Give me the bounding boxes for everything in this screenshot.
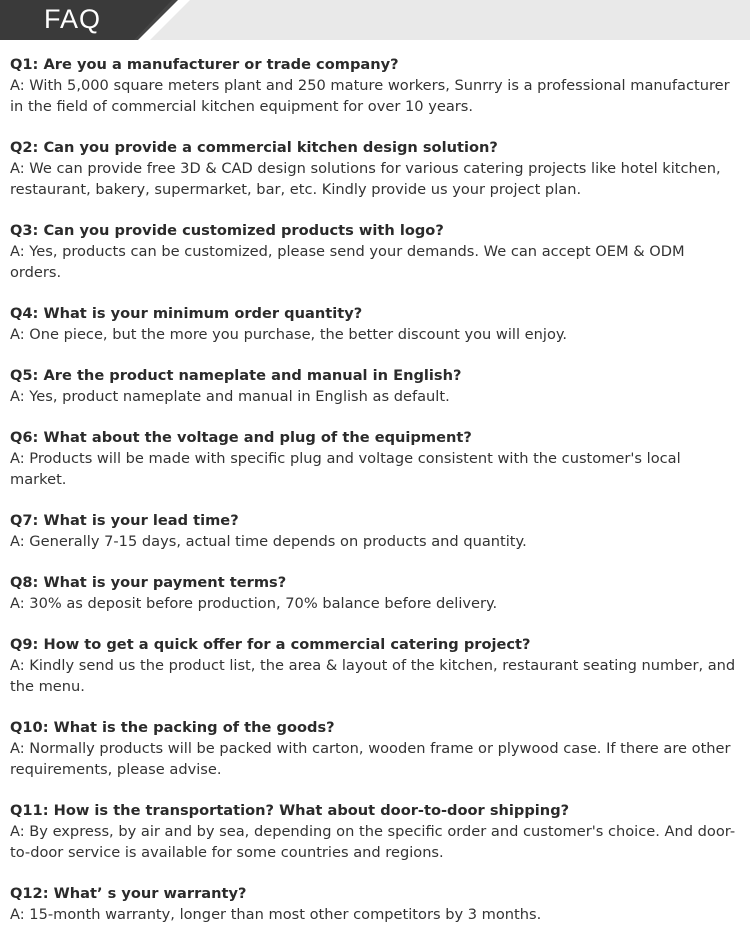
faq-question: Q1: Are you a manufacturer or trade company?: [10, 56, 399, 73]
faq-answer: A: Generally 7-15 days, actual time depends on products and quantity.: [10, 533, 527, 550]
faq-item-5: [10, 365, 740, 407]
faq-question: Q12: What’ s your warranty?: [10, 885, 247, 902]
faq-item-9: [10, 634, 740, 697]
faq-question: Q2: Can you provide a commercial kitchen design solution?: [10, 139, 498, 156]
faq-item-4: [10, 303, 740, 345]
faq-question: Q10: What is the packing of the goods?: [10, 719, 335, 736]
faq-answer: A: Products will be made with specific plug and voltage consistent with the customer's local market.: [10, 450, 681, 488]
faq-item-11: [10, 800, 740, 863]
faq-question: Q7: What is your lead time?: [10, 512, 239, 529]
faq-question: Q9: How to get a quick offer for a commercial catering project?: [10, 636, 531, 653]
faq-answer: A: One piece, but the more you purchase, the better discount you will enjoy.: [10, 326, 568, 343]
faq-item-3: [10, 220, 740, 283]
faq-answer: A: 30% as deposit before production, 70% balance before delivery.: [10, 595, 498, 612]
faq-header-banner: [0, 0, 750, 40]
faq-item-1: [10, 54, 740, 117]
faq-question: Q11: How is the transportation? What about door-to-door shipping?: [10, 802, 570, 819]
page-title: FAQ: [44, 4, 102, 34]
faq-question: Q4: What is your minimum order quantity?: [10, 305, 363, 322]
faq-answer: A: Kindly send us the product list, the area & layout of the kitchen, restaurant seating number, and the menu.: [10, 657, 736, 695]
faq-answer: A: Normally products will be packed with carton, wooden frame or plywood case. If there are other requirements, please advise.: [10, 740, 731, 778]
faq-item-8: [10, 572, 740, 614]
faq-list: [10, 54, 740, 945]
faq-answer: A: We can provide free 3D & CAD design solutions for various catering projects like hotel kitchen, restaurant, bakery, supermarket, bar, etc. Kindly provide us your project plan.: [10, 160, 721, 198]
faq-item-2: [10, 137, 740, 200]
faq-item-12: [10, 883, 740, 925]
faq-item-10: [10, 717, 740, 780]
faq-answer: A: By express, by air and by sea, depending on the specific order and customer's choice. And door-to-door service is available for some countries and regions.: [10, 823, 736, 861]
faq-question: Q3: Can you provide customized products with logo?: [10, 222, 444, 239]
faq-question: Q5: Are the product nameplate and manual in English?: [10, 367, 462, 384]
faq-answer: A: Yes, products can be customized, please send your demands. We can accept OEM & ODM orders.: [10, 243, 685, 281]
faq-answer: A: 15-month warranty, longer than most other competitors by 3 months.: [10, 906, 542, 923]
faq-question: Q6: What about the voltage and plug of the equipment?: [10, 429, 472, 446]
faq-question: Q8: What is your payment terms?: [10, 574, 287, 591]
faq-answer: A: Yes, product nameplate and manual in English as default.: [10, 388, 450, 405]
faq-answer: A: With 5,000 square meters plant and 250 mature workers, Sunrry is a professional manufacturer in the field of commercial kitchen equipment for over 10 years.: [10, 77, 730, 115]
faq-item-6: [10, 427, 740, 490]
faq-item-7: [10, 510, 740, 552]
